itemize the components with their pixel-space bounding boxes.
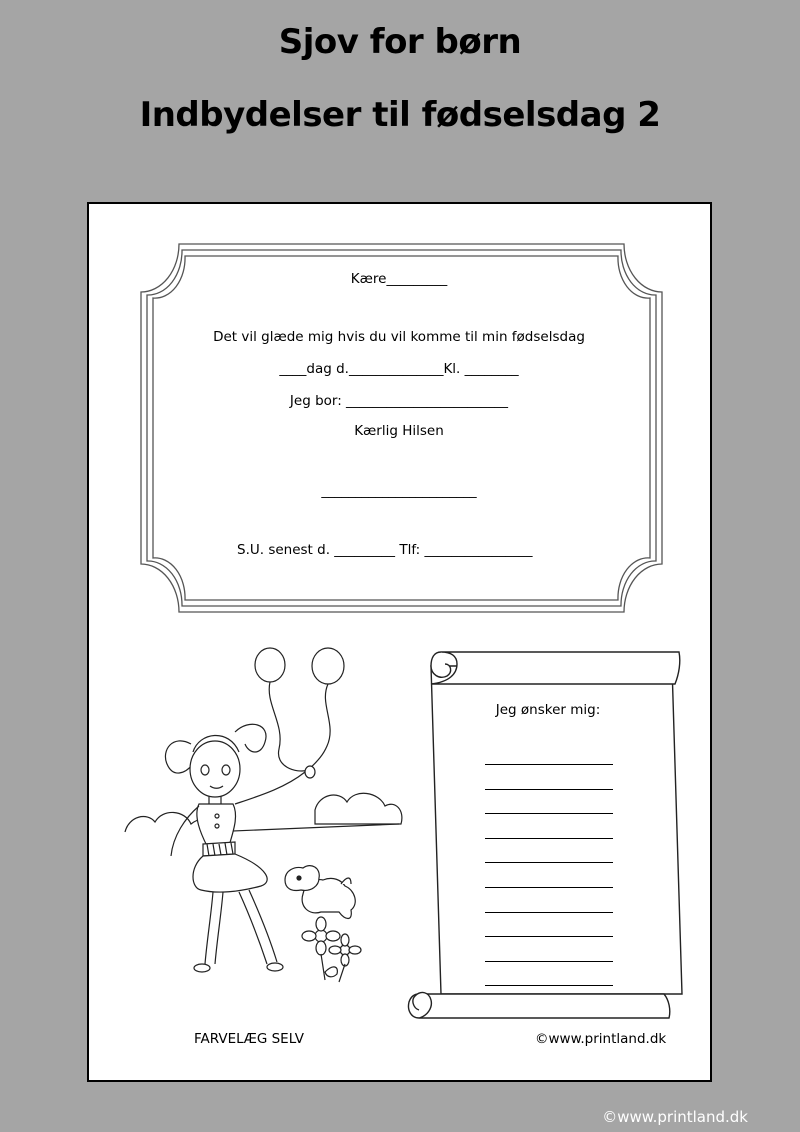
page-credit: ©www.printland.dk	[602, 1108, 748, 1126]
closing-text: Kærlig Hilsen	[354, 423, 444, 439]
wish-line	[485, 912, 613, 913]
girl-with-balloons-illustration	[125, 648, 402, 972]
wishlist-lines	[485, 764, 613, 1010]
page-header	[0, 22, 800, 135]
page-subtitle: Indbydelser til fødselsdag 2	[139, 95, 661, 135]
wish-line	[485, 887, 613, 888]
page-title: Sjov for børn	[278, 22, 522, 62]
invitation-sheet	[87, 202, 712, 1082]
footer-copyright: ©www.printland.dk	[535, 1031, 667, 1047]
wish-line	[485, 813, 613, 814]
wish-line	[485, 838, 613, 839]
address-line: Jeg bor: ________________________	[289, 393, 509, 409]
wish-line	[485, 789, 613, 790]
greeting-line: Kære_________	[350, 271, 448, 287]
wish-line	[485, 936, 613, 937]
wish-line	[485, 862, 613, 863]
signature-line: _______________________	[321, 483, 477, 499]
puppy-illustration	[285, 866, 355, 919]
date-time-line: ____dag d.______________Kl. ________	[279, 361, 519, 377]
footer-coloring-note: FARVELÆG SELV	[194, 1031, 304, 1047]
wish-line	[485, 764, 613, 765]
flowers-illustration	[302, 917, 361, 982]
rsvp-line: S.U. senest d. _________ Tlf: ________________	[237, 542, 533, 558]
wish-line	[485, 985, 613, 986]
wish-line	[485, 961, 613, 962]
wishlist-heading: Jeg ønsker mig:	[495, 702, 601, 718]
invitation-intro: Det vil glæde mig hvis du vil komme til min fødselsdag	[213, 329, 585, 345]
